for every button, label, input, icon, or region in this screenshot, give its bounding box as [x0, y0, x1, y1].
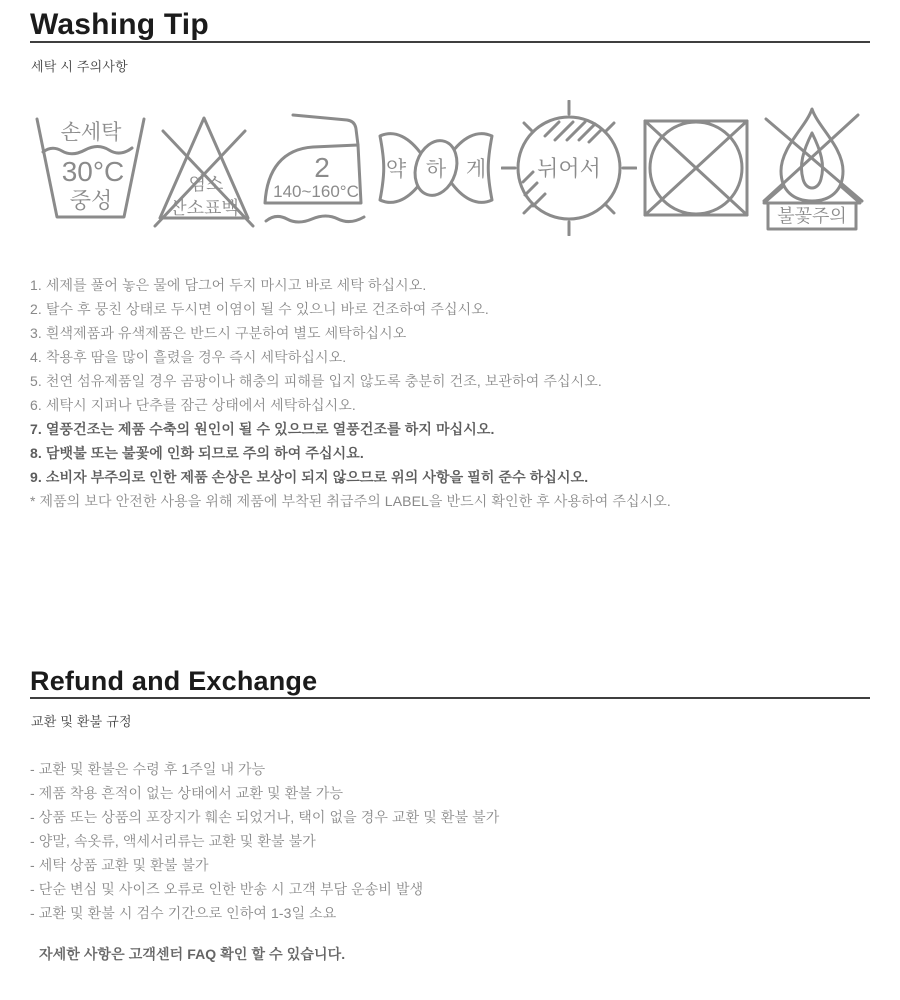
refund-rule-list — [30, 757, 499, 925]
svg-text:산소표백: 산소표백 — [169, 198, 240, 218]
washing-instruction-list — [30, 273, 671, 513]
care-icon-row — [30, 100, 870, 236]
svg-text:140~160°C: 140~160°C — [272, 182, 359, 201]
hand-wash-30c-icon — [30, 114, 150, 222]
list-item: * 제품의 보다 안전한 사용을 위해 제품에 부착된 취급주의 LABEL을 반드시 확인한 후 사용하여 주십시오. — [30, 493, 671, 509]
svg-text:염소: 염소 — [188, 174, 224, 194]
washing-tip-subtitle: 세탁 시 주의사항 — [31, 59, 128, 74]
washing-tip-title: Washing Tip — [30, 8, 209, 41]
list-item: 2. 탈수 후 뭉친 상태로 두시면 이염이 될 수 있으니 바로 건조하여 주십시오. — [30, 301, 489, 317]
refund-title: Refund and Exchange — [30, 666, 318, 696]
list-item: - 양말, 속옷류, 액세서리류는 교환 및 환불 불가 — [30, 833, 316, 849]
washing-tip-section-header — [30, 8, 870, 43]
svg-text:뉘어서: 뉘어서 — [537, 156, 602, 181]
list-item: - 상품 또는 상품의 포장지가 훼손 되었거나, 택이 없을 경우 교환 및 환불 불가 — [30, 809, 500, 825]
list-item: 9. 소비자 부주의로 인한 제품 손상은 보상이 되지 않으므로 위의 사항을 필히 준수 하십시오. — [30, 469, 589, 485]
list-item: - 교환 및 환불은 수령 후 1주일 내 가능 — [30, 761, 266, 777]
no-tumble-dry-icon — [640, 116, 752, 220]
wring-gently-icon — [373, 124, 499, 212]
list-item: 7. 열풍건조는 제품 수축의 원인이 될 수 있으므로 열풍건조를 하지 마십시오. — [30, 421, 495, 437]
refund-section-header — [30, 665, 870, 699]
svg-text:하: 하 — [425, 158, 447, 181]
list-item: - 세탁 상품 교환 및 환불 불가 — [30, 857, 209, 873]
list-item: 6. 세탁시 지퍼나 단추를 잠근 상태에서 세탁하십시오. — [30, 397, 356, 413]
list-item: - 교환 및 환불 시 검수 기간으로 인하여 1-3일 소요 — [30, 905, 337, 921]
list-item: - 단순 변심 및 사이즈 오류로 인한 반송 시 고객 부담 운송비 발생 — [30, 881, 424, 897]
svg-text:게: 게 — [465, 158, 487, 181]
dry-flat-shade-icon — [501, 100, 637, 236]
svg-text:손세탁: 손세탁 — [60, 121, 122, 144]
svg-text:약: 약 — [385, 158, 407, 181]
list-item: 5. 천연 섬유제품일 경우 곰팡이나 해충의 피해를 입지 않도록 충분히 건조, 보관하여 주십시오. — [30, 373, 602, 389]
refund-subtitle: 교환 및 환불 규정 — [31, 714, 132, 729]
list-item: 1. 세제를 풀어 놓은 물에 담그어 두지 마시고 바로 세탁 하십시오. — [30, 277, 427, 293]
iron-140-160-icon — [259, 107, 371, 229]
list-item: 8. 담뱃불 또는 불꽃에 인화 되므로 주의 하여 주십시요. — [30, 445, 364, 461]
list-item: - 제품 착용 흔적이 없는 상태에서 교환 및 환불 가능 — [30, 785, 344, 801]
list-item: 4. 착용후 땀을 많이 흘렸을 경우 즉시 세탁하십시오. — [30, 349, 347, 365]
svg-text:2: 2 — [313, 152, 330, 183]
faq-footnote: 자세한 사항은 고객센터 FAQ 확인 할 수 있습니다. — [39, 946, 346, 962]
list-item: 3. 흰색제품과 유색제품은 반드시 구분하여 별도 세탁하십시오 — [30, 325, 407, 341]
svg-text:중성: 중성 — [69, 188, 113, 213]
no-bleach-icon — [152, 106, 256, 230]
no-open-flame-icon — [754, 103, 870, 233]
svg-text:30°C: 30°C — [61, 156, 125, 187]
svg-text:불꽃주의: 불꽃주의 — [777, 206, 847, 226]
